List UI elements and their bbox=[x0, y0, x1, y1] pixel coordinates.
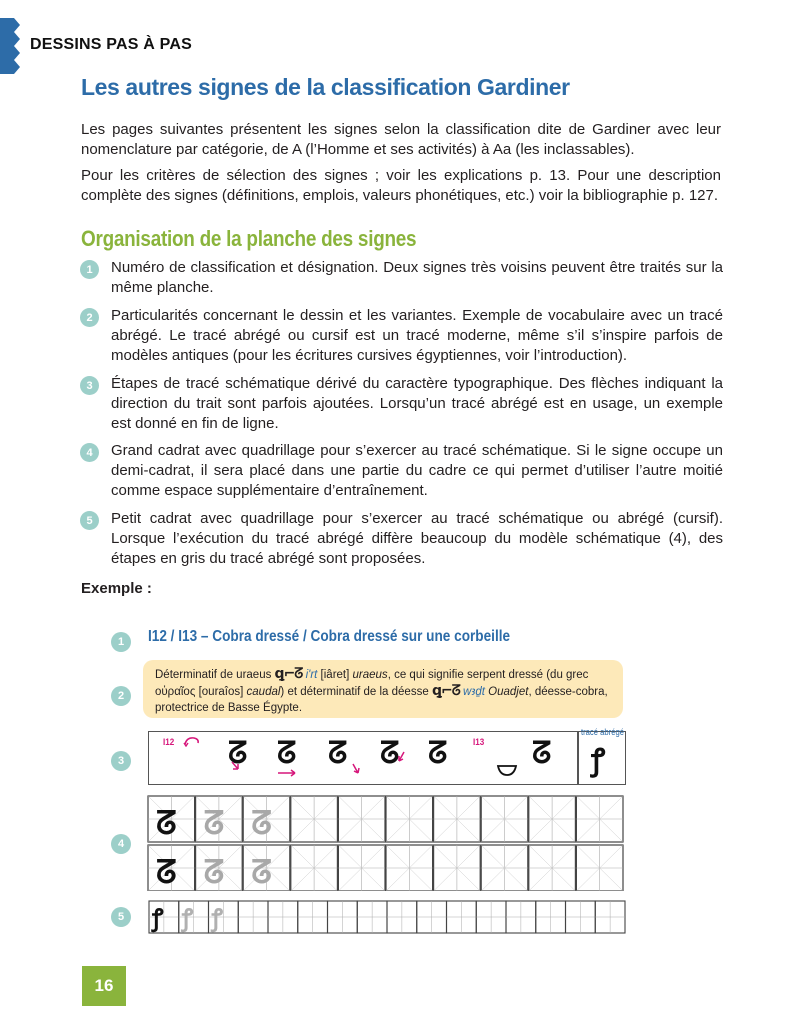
curved-arrow-icon bbox=[182, 735, 202, 747]
definition-italic: caudal bbox=[246, 686, 281, 698]
list-item bbox=[80, 374, 723, 434]
number-badge: 2 bbox=[80, 308, 99, 327]
step-divider bbox=[577, 731, 579, 785]
arrow-icon bbox=[350, 762, 362, 776]
practice-cell bbox=[434, 796, 481, 842]
large-practice-grid bbox=[147, 795, 627, 891]
number-badge: 4 bbox=[80, 443, 99, 462]
practice-cell bbox=[338, 796, 385, 842]
intro-paragraph-1: Les pages suivantes présentent les signes selon la classification dite de Gardiner avec leur nomenclature par catégorie, de A (l’Homme et ses activités) à Aa (les inclassables). bbox=[81, 121, 721, 158]
cobra-step-glyph: ᘔ bbox=[380, 736, 400, 771]
small-practice-cell bbox=[417, 901, 447, 933]
practice-cell bbox=[481, 796, 528, 842]
tag-i12: I12 bbox=[163, 737, 175, 748]
cobra-practice-glyph: ᘔ bbox=[156, 804, 177, 842]
example-marker-5: 5 bbox=[111, 907, 131, 927]
definition-text: protectrice de Basse Égypte. bbox=[155, 702, 303, 714]
practice-cell bbox=[196, 796, 243, 842]
list-item bbox=[80, 509, 723, 569]
example-marker-4: 4 bbox=[111, 834, 131, 854]
list-item-text: Grand cadrat avec quadrillage pour s’exercer au tracé schématique. Si le signe occupe un demi-cadrat, il sera placé dans une partie du cadre ce qui permet d’utiliser l’autre moitié comme espace supplémentaire d’entraînement. bbox=[111, 442, 723, 499]
uraeus-glyph: ꝗ⌐ᘔ bbox=[274, 666, 303, 682]
small-practice-cell bbox=[238, 901, 268, 933]
small-practice-cell bbox=[387, 901, 417, 933]
arrow-icon bbox=[276, 768, 298, 778]
cobra-practice-glyph: ᘔ bbox=[251, 804, 272, 842]
section-tab-decoration bbox=[0, 18, 20, 74]
number-badge: 3 bbox=[80, 376, 99, 395]
page-title: Les autres signes de la classification Gardiner bbox=[81, 74, 570, 100]
small-practice-cell bbox=[447, 901, 477, 933]
cobra-practice-glyph: ᘔ bbox=[251, 853, 272, 891]
cursive-practice-glyph: ꝭ bbox=[152, 903, 164, 932]
cobra-step-glyph: ᘔ bbox=[428, 736, 448, 771]
definition-italic: uraeus bbox=[352, 669, 388, 681]
practice-cell bbox=[529, 845, 576, 891]
cursive-practice-glyph: ꝭ bbox=[181, 903, 194, 932]
intro-paragraph-2: Pour les critères de sélection des signes ; voir les explications p. 13. Pour une description complète des signes (définitions, emplois, valeurs phonétiques, etc.) voir la bibliographie p. 127. bbox=[81, 167, 721, 204]
practice-cell bbox=[576, 796, 623, 842]
practice-cell bbox=[386, 796, 433, 842]
cobra-step-glyph: ᘔ bbox=[277, 736, 297, 771]
small-practice-cell bbox=[268, 901, 298, 933]
subtitle: Organisation de la planche des signes bbox=[81, 226, 417, 251]
basket-icon bbox=[496, 763, 518, 777]
small-practice-cell bbox=[298, 901, 328, 933]
example-marker-3: 3 bbox=[111, 751, 131, 771]
list-item-text: Petit cadrat avec quadrillage pour s’exercer au tracé schématique ou abrégé (cursif). Lorsque l’exécution du tracé abrégé diffère beaucoup du modèle schématique (4), des étapes en gris du tracé abrégé sont proposées. bbox=[111, 510, 723, 567]
example-marker-2: 2 bbox=[111, 686, 131, 706]
practice-cell bbox=[481, 845, 528, 891]
list-item bbox=[80, 258, 723, 298]
practice-cell bbox=[434, 845, 481, 891]
tag-abrege: tracé abrégé bbox=[581, 727, 624, 737]
transliteration: i'rt bbox=[305, 669, 318, 681]
list-item-text: Particularités concernant le dessin et les variantes. Exemple de vocabulaire avec un tracé abrégé. Le tracé abrégé ou cursif est un tracé moderne, même s’il s’inspire parfois de modèles antiques (pour les écritures cursives égyptiennes, voir l’introduction). bbox=[111, 307, 723, 364]
practice-cell bbox=[529, 796, 576, 842]
cobra-practice-glyph: ᘔ bbox=[203, 853, 225, 891]
small-practice-cell bbox=[476, 901, 506, 933]
small-practice-cell bbox=[149, 901, 179, 933]
practice-cell bbox=[291, 845, 338, 891]
definition-text: [iâret] bbox=[320, 669, 350, 681]
list-item-text: Étapes de tracé schématique dérivé du caractère typographique. Des flèches indiquant la direction du trait sont parfois ajoutées. Lorsqu’un tracé abrégé est en usage, un exemple est donné en fin de ligne. bbox=[111, 375, 723, 432]
section-label: DESSINS PAS À PAS bbox=[30, 36, 192, 53]
practice-cell bbox=[196, 845, 243, 891]
page-number: 16 bbox=[82, 966, 126, 1006]
goddess-name: Ouadjet bbox=[488, 686, 529, 698]
list-item bbox=[80, 306, 723, 366]
arrow-icon bbox=[395, 750, 407, 764]
small-practice-cell bbox=[566, 901, 596, 933]
practice-cell bbox=[148, 845, 195, 891]
cobra-step-glyph: ᘔ bbox=[228, 736, 248, 771]
practice-cell bbox=[148, 796, 195, 842]
transliteration: wꜣḏt bbox=[462, 686, 485, 698]
goddess-glyph: ꝗ⌐ᘔ bbox=[431, 683, 460, 699]
tag-i13: I13 bbox=[473, 737, 485, 748]
definition-text: ) et déterminatif de la déesse bbox=[280, 686, 429, 698]
small-practice-cell bbox=[328, 901, 358, 933]
cobra-step-glyph: ᘔ bbox=[532, 736, 552, 771]
arrow-icon bbox=[230, 760, 242, 772]
practice-cell bbox=[243, 845, 290, 891]
greek-word: οὐραῖος bbox=[155, 686, 196, 698]
cursive-practice-glyph: ꝭ bbox=[211, 903, 223, 932]
example-label: Exemple : bbox=[81, 580, 152, 597]
small-practice-cell bbox=[179, 901, 209, 933]
number-badge: 5 bbox=[80, 511, 99, 530]
cobra-practice-glyph: ᘔ bbox=[156, 853, 177, 891]
example-marker-1: 1 bbox=[111, 632, 131, 652]
small-practice-grid bbox=[148, 900, 626, 934]
cobra-practice-glyph: ᘔ bbox=[203, 804, 225, 842]
practice-cell bbox=[386, 845, 433, 891]
list-item bbox=[80, 441, 723, 501]
definition-text: [ouraîos] bbox=[198, 686, 244, 698]
cursive-cobra-glyph: ꝭ bbox=[591, 743, 606, 778]
definition-text: , ce qui signifie serpent dressé (du grec bbox=[387, 669, 589, 681]
sign-title: I12 / I13 – Cobra dressé / Cobra dressé sur une corbeille bbox=[148, 628, 511, 645]
small-practice-cell bbox=[357, 901, 387, 933]
practice-cell bbox=[576, 845, 623, 891]
definition-text: , déesse-cobra, bbox=[528, 686, 608, 698]
small-practice-cell bbox=[595, 901, 625, 933]
practice-cell bbox=[291, 796, 338, 842]
number-badge: 1 bbox=[80, 260, 99, 279]
definition-box bbox=[143, 660, 623, 718]
list-item-text: Numéro de classification et désignation. Deux signes très voisins peuvent être traités sur la même planche. bbox=[111, 259, 723, 296]
definition-text: Déterminatif de uraeus bbox=[155, 669, 272, 681]
practice-cell bbox=[243, 796, 290, 842]
small-practice-cell bbox=[209, 901, 239, 933]
small-practice-cell bbox=[536, 901, 566, 933]
practice-cell bbox=[338, 845, 385, 891]
small-practice-cell bbox=[506, 901, 536, 933]
cobra-step-glyph: ᘔ bbox=[328, 736, 348, 771]
